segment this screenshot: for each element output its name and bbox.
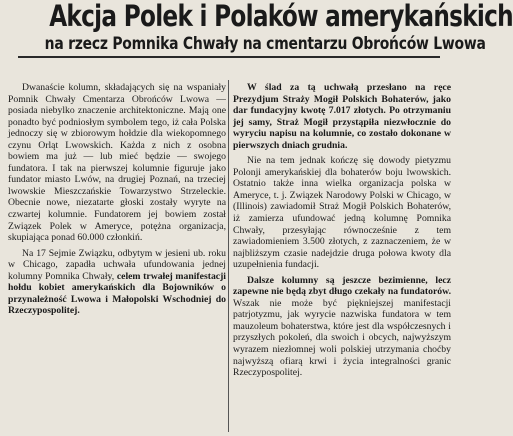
right-paragraph-2: Nie na tem jednak kończę się dowody pietyzmu Polonji amerykańskiej dla bohaterów boju lwowskich. Ostatnio także inna wielka organizacja polska w Ameryce, t. j. Związek Narodowy Polski w Chicago, w (Illinois) zawiadomił Straż Mogił Polskich Bohaterów, iż zamierza ufundować jedną kolumnę Pomnika Chwały, przesyłając równocześnie z tem zawiadomieniem 3.500 złotych, z zaznaczeniem, że w najbliższym czasie nadejdzie druga połowa kwoty dla uzupełnienia fundacji. [233,155,451,271]
headline-rule [18,56,440,58]
left-paragraph-1: Dwanaście kolumn, składających się na wspaniały Pomnik Chwały Cmentarza Obrońców Lwowa — posiada niebylko znaczenie architektoniczne. Mają one ponadto być podniosłym symbolem tego, iż cała Polska jednoczy się w zbiorowym hołdzie dla wiekopomnego czynu Orląt Lwowskich. Każda z nich z osobna bowiem ma już — lub mieć będzie — swojego fundatora. I tak na pierwszej kolumnie figuruje jako fundator miasto Lwów, na drugiej Poznań, na trzeciej lwowskie Mieszczańskie Towarzystwo Strzeleckie. Obecnie nowe, niezatarte głoski zostały wyryte na czwartej kolumnie. Fundatorem jej bowiem został Związek Polek w Ameryce, potężna organizacja, skupiająca ponad 60.000 członkiń. [8,82,226,244]
right-paragraph-1 [233,82,451,151]
right-paragraph-3 [233,275,451,379]
left-paragraph-2-text: Na 17 Sejmie Związku, odbytym w jesieni ub. roku w Chicago, zapadła uchwała ufundowania jednej kolumny Pomnika Chwały, [8,247,226,282]
column-divider [228,80,229,432]
left-column [8,82,226,432]
right-column [233,82,451,432]
left-paragraph-2 [8,248,226,317]
article-headline: Akcja Polek i Polaków amerykańskich [49,0,513,33]
right-paragraph-3-bold: Dalsze kolumny są jeszcze bezimienne, lecz zapewne nie będą zbyt długo czekały na fundatorów. [233,274,451,298]
right-paragraph-1-bold: W ślad za tą uchwałą przesłano na ręce Prezydjum Straży Mogił Polskich Bohaterów, jako dar fundacyjny kwotę 7.017 złotych. Po otrzymaniu jej samy, Straż Mogił przystąpiła niezwłocznie do wyryciu napisu na kolumnie, co zostało dokonane w pierwszych dniach grudnia. [233,82,451,151]
right-paragraph-3-text: Wszak nie może być piękniejszej manifestacji patrjotyzmu, jak wyrycie nazwiska fundatora w tem mauzoleum bohaterstwa, które jest dla współczesnych i przyszłych pokoleń, dla swoich i obcych, najwyższym wyrazem niezłomnej woli polskiej utrzymania choćby najwyższą ofiarą krwi i życia integralności granic Rzeczypospolitej. [233,297,451,379]
left-paragraph-2-bold: celem trwałej manifestacji hołdu kobiet amerykańskich dla Bojowników o przynależność Lwowa i Małopolski Wschodniej do Rzeczypospolitej. [8,270,227,317]
article-subheadline: na rzecz Pomnika Chwały na cmentarzu Obrońców Lwowa [44,34,486,54]
